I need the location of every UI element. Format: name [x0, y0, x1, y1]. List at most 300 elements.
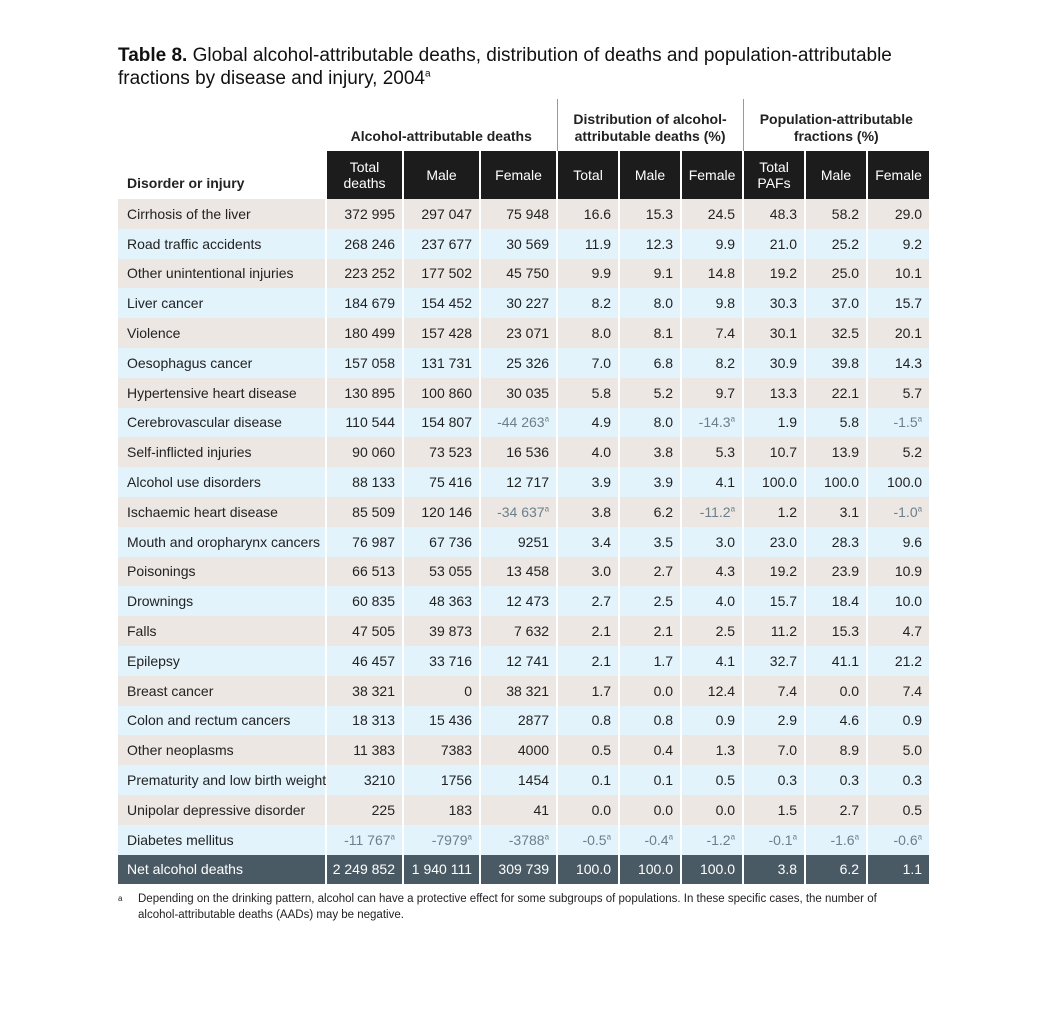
cell-male-paf: 23.9: [805, 557, 867, 587]
cell-male-dist: 9.1: [619, 259, 681, 289]
cell-total-deaths: 2 249 852: [326, 855, 403, 885]
cell-total-dist: 1.7: [557, 676, 619, 706]
cell-male-dist: 1.7: [619, 646, 681, 676]
table-row: [118, 557, 929, 587]
cell-total-deaths: 157 058: [326, 348, 403, 378]
cell-total-deaths: 180 499: [326, 318, 403, 348]
cell-female-paf: 10.9: [867, 557, 929, 587]
cell-female-deaths: 12 741: [480, 646, 557, 676]
cell-male-paf: 0.0: [805, 676, 867, 706]
cell-female-deaths: 2877: [480, 706, 557, 736]
cell-total-dist: 2.1: [557, 616, 619, 646]
cell-total-paf: 15.7: [743, 586, 805, 616]
row-label: Net alcohol deaths: [118, 855, 326, 885]
column-header-text: Female: [875, 167, 922, 183]
cell-total-paf: 23.0: [743, 527, 805, 557]
cell-female-dist: -1.2$^a$: [681, 825, 743, 855]
cell-female-deaths: -44 263$^a$: [480, 408, 557, 438]
cell-total-dist: 0.0: [557, 795, 619, 825]
column-header-total-paf: [743, 151, 805, 199]
cell-male-deaths: 1 940 111: [403, 855, 480, 885]
cell-total-deaths: 130 895: [326, 378, 403, 408]
group-header-paf: Population-attributable fractions (%): [743, 99, 929, 151]
cell-total-dist: 4.0: [557, 437, 619, 467]
cell-female-dist: 5.3: [681, 437, 743, 467]
cell-total-deaths: 66 513: [326, 557, 403, 587]
footnote-mark: a: [544, 504, 550, 514]
column-header-text: PAFs: [757, 175, 791, 191]
table-row: [118, 676, 929, 706]
footnote-mark: a: [390, 831, 395, 841]
cell-female-dist: 12.4: [681, 676, 743, 706]
cell-female-dist: 4.3: [681, 557, 743, 587]
cell-male-paf: 4.6: [805, 706, 867, 736]
cell-total-deaths: 372 995: [326, 199, 403, 229]
cell-female-dist: 0.0: [681, 795, 743, 825]
table-row: [118, 735, 929, 765]
cell-male-deaths: 73 523: [403, 437, 480, 467]
row-label: Hypertensive heart disease: [118, 378, 326, 408]
table-row: [118, 527, 929, 557]
cell-total-deaths: 46 457: [326, 646, 403, 676]
row-label: Road traffic accidents: [118, 229, 326, 259]
cell-female-deaths: 30 035: [480, 378, 557, 408]
cell-total-deaths: 225: [326, 795, 403, 825]
cell-total-paf: 2.9: [743, 706, 805, 736]
cell-male-paf: 2.7: [805, 795, 867, 825]
row-label: Cerebrovascular disease: [118, 408, 326, 438]
cell-male-dist: 12.3: [619, 229, 681, 259]
table-row: [118, 259, 929, 289]
column-header-male-deaths: [403, 151, 480, 199]
cell-total-deaths: 47 505: [326, 616, 403, 646]
row-label: Breast cancer: [118, 676, 326, 706]
table-row: [118, 825, 929, 855]
cell-female-dist: 0.9: [681, 706, 743, 736]
row-label: Falls: [118, 616, 326, 646]
cell-male-dist: 8.0: [619, 288, 681, 318]
cell-female-deaths: 7 632: [480, 616, 557, 646]
cell-female-deaths: 4000: [480, 735, 557, 765]
row-label: Epilepsy: [118, 646, 326, 676]
cell-male-dist: 5.2: [619, 378, 681, 408]
table-row: [118, 348, 929, 378]
cell-male-deaths: 297 047: [403, 199, 480, 229]
cell-female-deaths: 75 948: [480, 199, 557, 229]
cell-female-deaths: 12 473: [480, 586, 557, 616]
cell-male-paf: 3.1: [805, 497, 867, 527]
column-header-text: Male: [634, 167, 666, 183]
cell-female-paf: 14.3: [867, 348, 929, 378]
cell-female-paf: 1.1: [867, 855, 929, 885]
footnote-mark: a: [668, 831, 674, 841]
cell-total-deaths: 18 313: [326, 706, 403, 736]
cell-total-paf: 1.2: [743, 497, 805, 527]
cell-total-deaths: 90 060: [326, 437, 403, 467]
cell-total-paf: 48.3: [743, 199, 805, 229]
cell-total-paf: 19.2: [743, 557, 805, 587]
cell-male-paf: 39.8: [805, 348, 867, 378]
group-header-deaths: Alcohol-attributable deaths: [350, 128, 532, 144]
cell-male-deaths: 0: [403, 676, 480, 706]
cell-male-paf: 5.8: [805, 408, 867, 438]
table-row: [118, 199, 929, 229]
cell-female-deaths: 13 458: [480, 557, 557, 587]
cell-male-dist: 0.1: [619, 765, 681, 795]
cell-female-dist: 100.0: [681, 855, 743, 885]
footnote-mark: a: [854, 831, 860, 841]
cell-male-paf: -1.6$^a$: [805, 825, 867, 855]
table-row: [118, 288, 929, 318]
cell-female-deaths: 45 750: [480, 259, 557, 289]
cell-total-dist: 0.8: [557, 706, 619, 736]
column-header-male-dist: [619, 151, 681, 199]
cell-female-paf: 5.7: [867, 378, 929, 408]
cell-female-dist: 2.5: [681, 616, 743, 646]
cell-total-paf: 1.9: [743, 408, 805, 438]
cell-total-deaths: 268 246: [326, 229, 403, 259]
cell-total-paf: 19.2: [743, 259, 805, 289]
cell-total-paf: 7.4: [743, 676, 805, 706]
column-header-text: Male: [820, 167, 852, 183]
row-label: Diabetes mellitus: [118, 825, 326, 855]
cell-total-paf: -0.1$^a$: [743, 825, 805, 855]
table-row: [118, 765, 929, 795]
cell-male-paf: 0.3: [805, 765, 867, 795]
cell-total-dist: 2.1: [557, 646, 619, 676]
cell-female-paf: 4.7: [867, 616, 929, 646]
cell-female-deaths: 12 717: [480, 467, 557, 497]
cell-female-paf: 15.7: [867, 288, 929, 318]
cell-male-dist: -0.4$^a$: [619, 825, 681, 855]
table-row: [118, 229, 929, 259]
table-row: [118, 467, 929, 497]
group-header-distribution: Distribution of alcohol-attributable deaths (%): [557, 99, 743, 151]
cell-total-paf: 1.5: [743, 795, 805, 825]
cell-total-dist: 0.1: [557, 765, 619, 795]
row-label: Ischaemic heart disease: [118, 497, 326, 527]
cell-male-dist: 6.2: [619, 497, 681, 527]
footnote-mark: a: [118, 894, 123, 904]
cell-male-paf: 8.9: [805, 735, 867, 765]
cell-total-paf: 10.7: [743, 437, 805, 467]
column-header-disorder: Disorder or injury: [127, 175, 245, 191]
cell-male-paf: 28.3: [805, 527, 867, 557]
cell-female-paf: 0.5: [867, 795, 929, 825]
cell-female-deaths: 30 569: [480, 229, 557, 259]
footnote-mark: a: [544, 414, 550, 424]
row-label: Alcohol use disorders: [118, 467, 326, 497]
cell-total-dist: -0.5$^a$: [557, 825, 619, 855]
cell-total-deaths: 110 544: [326, 408, 403, 438]
cell-male-deaths: 157 428: [403, 318, 480, 348]
cell-total-dist: 8.2: [557, 288, 619, 318]
cell-total-paf: 0.3: [743, 765, 805, 795]
cell-female-dist: 4.1: [681, 467, 743, 497]
cell-female-deaths: -3788$^a$: [480, 825, 557, 855]
footnote-mark: a: [730, 414, 736, 424]
footnote-mark: a: [917, 414, 923, 424]
cell-male-dist: 2.7: [619, 557, 681, 587]
cell-female-deaths: 9251: [480, 527, 557, 557]
cell-female-dist: 7.4: [681, 318, 743, 348]
table-title-text: Global alcohol-attributable deaths, distribution of deaths and population-attributable fractions by disease and injury, 2004: [118, 45, 892, 89]
cell-male-deaths: -7979$^a$: [403, 825, 480, 855]
cell-total-paf: 7.0: [743, 735, 805, 765]
cell-total-dist: 3.4: [557, 527, 619, 557]
cell-female-dist: -11.2$^a$: [681, 497, 743, 527]
column-header-female-dist: [681, 151, 743, 199]
row-label: Self-inflicted injuries: [118, 437, 326, 467]
cell-male-deaths: 75 416: [403, 467, 480, 497]
table-figure: [118, 44, 928, 923]
cell-female-paf: 0.9: [867, 706, 929, 736]
cell-total-dist: 4.9: [557, 408, 619, 438]
column-header-male-paf: [805, 151, 867, 199]
column-header-text: Female: [688, 167, 736, 183]
cell-male-paf: 25.0: [805, 259, 867, 289]
cell-female-dist: -14.3$^a$: [681, 408, 743, 438]
footnote: [118, 891, 928, 923]
cell-male-deaths: 100 860: [403, 378, 480, 408]
cell-male-deaths: 7383: [403, 735, 480, 765]
row-label: Liver cancer: [118, 288, 326, 318]
row-label: Cirrhosis of the liver: [118, 199, 326, 229]
cell-female-dist: 4.0: [681, 586, 743, 616]
cell-male-deaths: 177 502: [403, 259, 480, 289]
cell-female-deaths: 30 227: [480, 288, 557, 318]
cell-male-paf: 37.0: [805, 288, 867, 318]
table-title: [118, 44, 928, 90]
cell-male-dist: 0.0: [619, 676, 681, 706]
cell-male-deaths: 154 807: [403, 408, 480, 438]
cell-female-dist: 8.2: [681, 348, 743, 378]
cell-female-paf: 9.6: [867, 527, 929, 557]
cell-total-paf: 32.7: [743, 646, 805, 676]
cell-male-paf: 6.2: [805, 855, 867, 885]
column-header-text: Male: [426, 167, 457, 183]
cell-female-paf: 100.0: [867, 467, 929, 497]
footnote-mark: a: [467, 831, 472, 841]
column-header-text: Total: [759, 159, 789, 175]
cell-female-deaths: 16 536: [480, 437, 557, 467]
cell-female-deaths: 25 326: [480, 348, 557, 378]
data-table: [118, 99, 929, 884]
cell-total-dist: 11.9: [557, 229, 619, 259]
row-label: Other unintentional injuries: [118, 259, 326, 289]
cell-total-deaths: 11 383: [326, 735, 403, 765]
cell-male-paf: 58.2: [805, 199, 867, 229]
cell-male-deaths: 120 146: [403, 497, 480, 527]
footnote-mark: a: [606, 831, 612, 841]
cell-male-paf: 100.0: [805, 467, 867, 497]
row-label: Drownings: [118, 586, 326, 616]
column-header-text: deaths: [343, 175, 386, 191]
cell-total-dist: 3.8: [557, 497, 619, 527]
cell-total-deaths: 85 509: [326, 497, 403, 527]
cell-male-deaths: 15 436: [403, 706, 480, 736]
cell-female-paf: -1.5$^a$: [867, 408, 929, 438]
cell-total-dist: 8.0: [557, 318, 619, 348]
cell-female-paf: 5.0: [867, 735, 929, 765]
cell-male-paf: 22.1: [805, 378, 867, 408]
cell-male-paf: 32.5: [805, 318, 867, 348]
footnote-mark: a: [917, 831, 923, 841]
cell-female-paf: 0.3: [867, 765, 929, 795]
cell-male-dist: 6.8: [619, 348, 681, 378]
title-footnote-mark: a: [425, 68, 431, 80]
table-row: [118, 378, 929, 408]
cell-male-dist: 0.0: [619, 795, 681, 825]
cell-total-deaths: 88 133: [326, 467, 403, 497]
cell-total-deaths: 184 679: [326, 288, 403, 318]
cell-female-dist: 3.0: [681, 527, 743, 557]
cell-male-deaths: 237 677: [403, 229, 480, 259]
column-header-total-deaths: [326, 151, 403, 199]
cell-female-paf: -1.0$^a$: [867, 497, 929, 527]
footnote-mark: a: [730, 504, 736, 514]
cell-female-dist: 9.8: [681, 288, 743, 318]
cell-total-deaths: 38 321: [326, 676, 403, 706]
cell-female-paf: 29.0: [867, 199, 929, 229]
cell-male-dist: 3.9: [619, 467, 681, 497]
cell-total-dist: 3.0: [557, 557, 619, 587]
footnote-mark: a: [730, 831, 736, 841]
table-row: [118, 706, 929, 736]
cell-male-deaths: 131 731: [403, 348, 480, 378]
cell-total-deaths: 3210: [326, 765, 403, 795]
column-header-text: Total: [349, 159, 380, 175]
cell-total-dist: 0.5: [557, 735, 619, 765]
cell-female-deaths: -34 637$^a$: [480, 497, 557, 527]
cell-total-dist: 16.6: [557, 199, 619, 229]
cell-total-paf: 30.1: [743, 318, 805, 348]
cell-male-deaths: 48 363: [403, 586, 480, 616]
cell-male-dist: 2.5: [619, 586, 681, 616]
cell-female-dist: 0.5: [681, 765, 743, 795]
cell-female-paf: 21.2: [867, 646, 929, 676]
cell-male-deaths: 39 873: [403, 616, 480, 646]
cell-female-dist: 9.7: [681, 378, 743, 408]
table-row: [118, 408, 929, 438]
cell-female-deaths: 41: [480, 795, 557, 825]
cell-male-paf: 15.3: [805, 616, 867, 646]
cell-total-deaths: 223 252: [326, 259, 403, 289]
cell-male-paf: 25.2: [805, 229, 867, 259]
table-number: Table 8.: [118, 45, 188, 66]
cell-total-paf: 30.9: [743, 348, 805, 378]
row-label: Colon and rectum cancers: [118, 706, 326, 736]
table-row: [118, 795, 929, 825]
row-label: Mouth and oropharynx cancers: [118, 527, 326, 557]
cell-male-deaths: 154 452: [403, 288, 480, 318]
cell-total-paf: 30.3: [743, 288, 805, 318]
footnote-mark: a: [917, 504, 923, 514]
column-header-text: Total: [573, 167, 603, 183]
cell-female-dist: 24.5: [681, 199, 743, 229]
table-body: [118, 199, 929, 884]
cell-male-dist: 15.3: [619, 199, 681, 229]
table-row: [118, 318, 929, 348]
row-label: Other neoplasms: [118, 735, 326, 765]
cell-total-paf: 13.3: [743, 378, 805, 408]
cell-male-dist: 8.1: [619, 318, 681, 348]
cell-total-dist: 2.7: [557, 586, 619, 616]
footnote-mark: a: [792, 831, 798, 841]
cell-total-deaths: 76 987: [326, 527, 403, 557]
cell-male-deaths: 67 736: [403, 527, 480, 557]
cell-male-dist: 3.5: [619, 527, 681, 557]
row-label: Unipolar depressive disorder: [118, 795, 326, 825]
cell-female-paf: 5.2: [867, 437, 929, 467]
cell-total-deaths: 60 835: [326, 586, 403, 616]
cell-male-dist: 8.0: [619, 408, 681, 438]
table-row: [118, 586, 929, 616]
cell-male-dist: 0.8: [619, 706, 681, 736]
row-label: Violence: [118, 318, 326, 348]
cell-male-dist: 100.0: [619, 855, 681, 885]
cell-male-deaths: 183: [403, 795, 480, 825]
total-row: [118, 855, 929, 885]
column-header-female-paf: [867, 151, 929, 199]
cell-female-paf: 10.1: [867, 259, 929, 289]
table-row: [118, 437, 929, 467]
cell-female-dist: 14.8: [681, 259, 743, 289]
cell-female-deaths: 23 071: [480, 318, 557, 348]
cell-female-paf: 20.1: [867, 318, 929, 348]
cell-male-paf: 13.9: [805, 437, 867, 467]
row-label: Prematurity and low birth weight: [118, 765, 326, 795]
header-spacer: [118, 99, 326, 151]
cell-total-dist: 3.9: [557, 467, 619, 497]
cell-female-deaths: 309 739: [480, 855, 557, 885]
cell-total-paf: 11.2: [743, 616, 805, 646]
column-header-text: Female: [495, 167, 542, 183]
cell-total-paf: 21.0: [743, 229, 805, 259]
cell-male-paf: 41.1: [805, 646, 867, 676]
cell-female-deaths: 1454: [480, 765, 557, 795]
cell-male-deaths: 33 716: [403, 646, 480, 676]
column-header-total-dist: [557, 151, 619, 199]
cell-male-deaths: 53 055: [403, 557, 480, 587]
cell-total-deaths: -11 767$^a$: [326, 825, 403, 855]
cell-male-dist: 0.4: [619, 735, 681, 765]
table-row: [118, 616, 929, 646]
cell-male-dist: 3.8: [619, 437, 681, 467]
cell-female-dist: 9.9: [681, 229, 743, 259]
cell-total-dist: 7.0: [557, 348, 619, 378]
cell-male-dist: 2.1: [619, 616, 681, 646]
column-header-female-deaths: [480, 151, 557, 199]
cell-female-paf: 9.2: [867, 229, 929, 259]
cell-female-dist: 4.1: [681, 646, 743, 676]
cell-total-dist: 100.0: [557, 855, 619, 885]
cell-female-deaths: 38 321: [480, 676, 557, 706]
cell-female-paf: -0.6$^a$: [867, 825, 929, 855]
cell-total-dist: 9.9: [557, 259, 619, 289]
footnote-mark: a: [544, 831, 550, 841]
row-label: Poisonings: [118, 557, 326, 587]
cell-total-paf: 100.0: [743, 467, 805, 497]
footnote-text: Depending on the drinking pattern, alcohol can have a protective effect for some subgroups of populations. In these specific cases, the number of alcohol-attributable deaths (AADs) may be negative.: [138, 893, 877, 922]
table-row: [118, 497, 929, 527]
table-row: [118, 646, 929, 676]
cell-female-paf: 10.0: [867, 586, 929, 616]
cell-total-dist: 5.8: [557, 378, 619, 408]
cell-total-paf: 3.8: [743, 855, 805, 885]
cell-male-deaths: 1756: [403, 765, 480, 795]
row-label: Oesophagus cancer: [118, 348, 326, 378]
